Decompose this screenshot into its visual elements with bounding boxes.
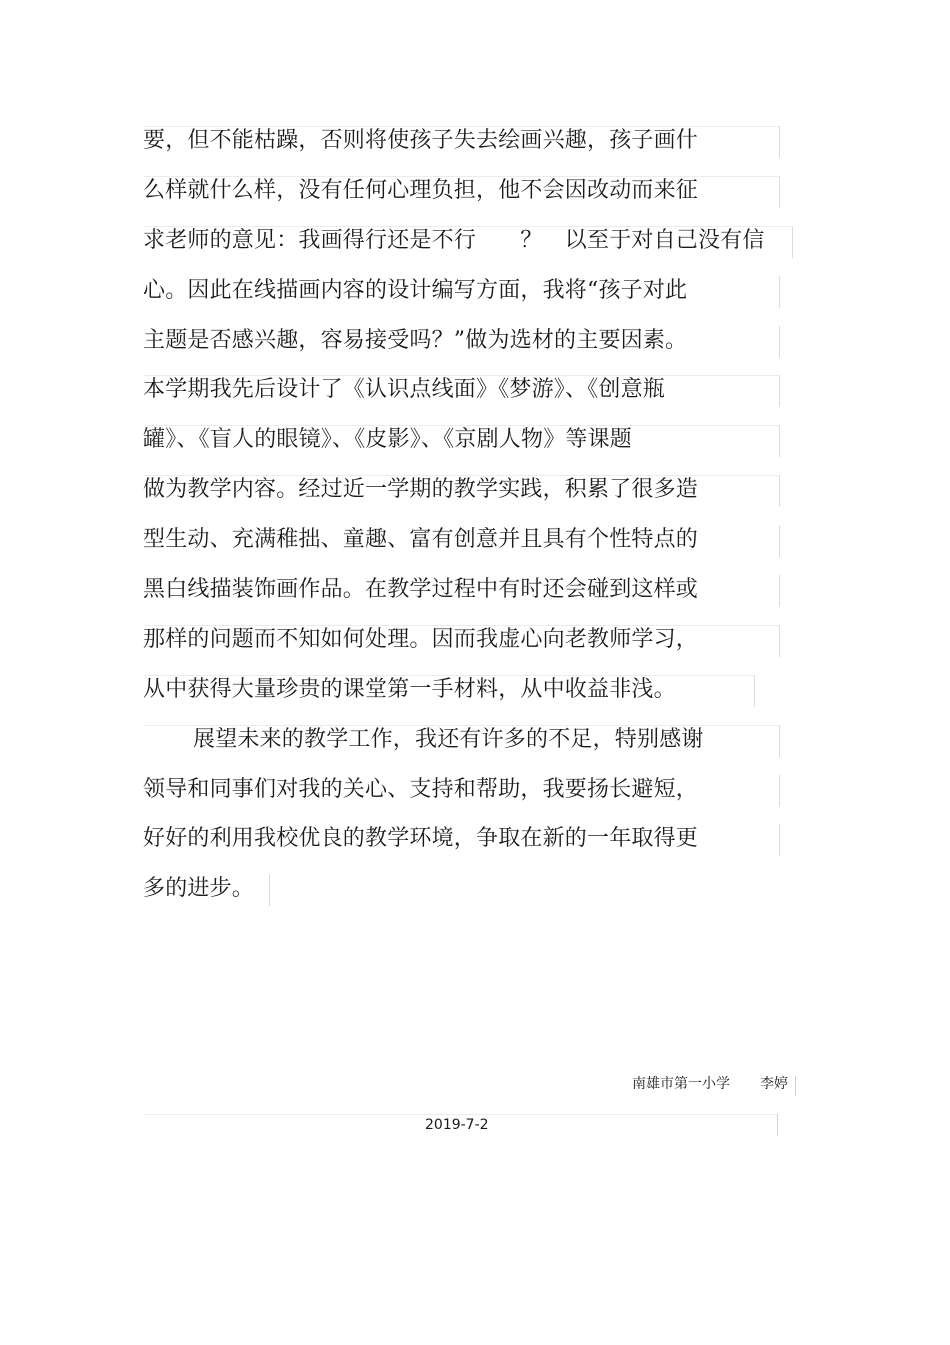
line-text: 心。因此在线描画内容的设计编写方面，我将“孩子对此 (143, 277, 688, 303)
line-text: 罐》、《盲人的眼镜》、《皮影》、《京剧人物》等课题 (143, 427, 633, 453)
text-line (143, 415, 803, 465)
signature-line (632, 1074, 788, 1094)
frame-line (754, 675, 755, 707)
frame-line (269, 874, 270, 906)
line-text: 求老师的意见：我画得行还是不行 ？ 以至于对自己没有信 (143, 227, 765, 253)
frame-line (779, 425, 780, 457)
text-line (143, 615, 803, 665)
frame-line (779, 625, 780, 657)
line-text: 多的进步。 (143, 876, 255, 902)
author-name: 李婷 (760, 1076, 788, 1092)
line-text: 做为教学内容。经过近一学期的教学实践，积累了很多造 (143, 477, 699, 503)
line-text: 么样就什么样，没有任何心理负担，他不会因改动而来征 (143, 177, 699, 203)
text-line (143, 316, 803, 366)
line-text: 本学期我先后设计了《认识点线面》《梦游》、《创意瓶 (143, 377, 666, 403)
text-line (143, 765, 803, 815)
school-name: 南雄市第一小学 (632, 1076, 730, 1092)
frame-line (779, 126, 780, 158)
line-text: 要，但不能枯躁，否则将使孩子失去绘画兴趣，孩子画什 (143, 128, 699, 153)
frame-line (779, 375, 780, 407)
text-line (143, 665, 803, 715)
text-line (143, 565, 803, 615)
line-text: 型生动、充满稚拙、童趣、富有创意并且具有个性特点的 (143, 527, 699, 553)
frame-line (779, 475, 780, 507)
text-line (143, 814, 803, 864)
line-text: 主题是否感兴趣，容易接受吗？”做为选材的主要因素。 (143, 327, 688, 353)
text-line (143, 166, 803, 216)
text-line (143, 715, 803, 765)
frame-line (779, 824, 780, 856)
frame-line (779, 525, 780, 557)
frame-line (779, 725, 780, 757)
line-text: 那样的问题而不知如何处理。因而我虚心向老教师学习， (143, 626, 699, 652)
body-text (143, 116, 803, 914)
text-line (143, 266, 803, 316)
text-line (143, 116, 803, 166)
text-line (143, 365, 803, 415)
frame-line (777, 1114, 778, 1136)
frame-line (779, 775, 780, 807)
text-line (143, 515, 803, 565)
line-text: 领导和同事们对我的关心、支持和帮助，我要扬长避短， (143, 776, 699, 802)
frame-line (779, 176, 780, 208)
line-text: 展望未来的教学工作，我还有许多的不足，特别感谢 (193, 726, 704, 752)
frame-line (779, 326, 780, 358)
line-text: 好好的利用我校优良的教学环境，争取在新的一年取得更 (143, 826, 699, 852)
text-line (143, 216, 803, 266)
frame-line (792, 226, 793, 258)
frame-line (795, 1076, 796, 1096)
line-text: 黑白线描装饰画作品。在教学过程中有时还会碰到这样或 (143, 577, 699, 603)
document-date: 2019-7-2 (425, 1117, 489, 1133)
line-text: 从中获得大量珍贵的课堂第一手材料，从中收益非浅。 (143, 676, 676, 702)
frame-line (779, 575, 780, 607)
frame-line (779, 276, 780, 308)
text-line (143, 465, 803, 515)
text-line (143, 864, 803, 914)
